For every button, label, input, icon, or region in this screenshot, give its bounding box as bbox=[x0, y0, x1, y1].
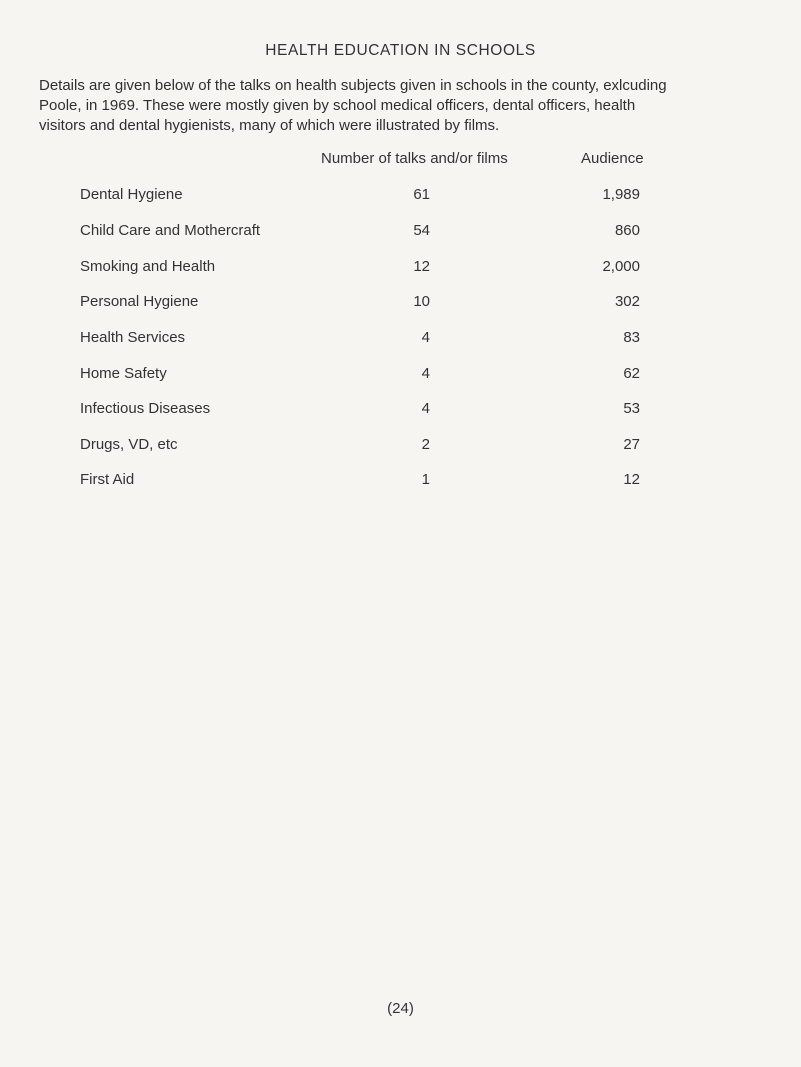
table-row bbox=[0, 329, 801, 349]
talks-cell: 54 bbox=[413, 222, 430, 239]
subject-cell: Health Services bbox=[80, 329, 186, 346]
audience-cell: 62 bbox=[623, 365, 640, 382]
subject-cell: Infectious Diseases bbox=[80, 400, 211, 417]
table-row bbox=[0, 258, 801, 278]
talks-cell: 4 bbox=[421, 400, 430, 417]
audience-cell: 860 bbox=[614, 222, 640, 239]
subject-cell: Personal Hygiene bbox=[80, 293, 199, 310]
audience-cell: 27 bbox=[623, 436, 640, 453]
table-row bbox=[0, 471, 801, 491]
column-header-audience: Audience bbox=[581, 150, 644, 167]
subject-cell: Child Care and Mothercraft bbox=[80, 222, 261, 239]
talks-cell: 4 bbox=[421, 329, 430, 346]
column-header-talks: Number of talks and/or films bbox=[321, 150, 508, 167]
audience-cell: 302 bbox=[614, 293, 640, 310]
table-row bbox=[0, 222, 801, 242]
intro-line: Details are given below of the talks on health subjects given in schools in the county, exlcuding bbox=[39, 77, 667, 94]
intro-paragraph bbox=[39, 76, 769, 136]
subject-cell: Dental Hygiene bbox=[80, 186, 183, 203]
page-number: (24) bbox=[387, 1000, 414, 1017]
audience-cell: 12 bbox=[623, 471, 640, 488]
intro-line: Poole, in 1969. These were mostly given by school medical officers, dental officers, health bbox=[39, 97, 636, 114]
table-row bbox=[0, 293, 801, 313]
subject-cell: First Aid bbox=[80, 471, 135, 488]
talks-cell: 1 bbox=[421, 471, 430, 488]
page-title: HEALTH EDUCATION IN SCHOOLS bbox=[265, 42, 536, 59]
subject-cell: Home Safety bbox=[80, 365, 167, 382]
table-row bbox=[0, 365, 801, 385]
intro-line: visitors and dental hygienists, many of which were illustrated by films. bbox=[39, 117, 500, 134]
table-row bbox=[0, 400, 801, 420]
audience-cell: 53 bbox=[623, 400, 640, 417]
subject-cell: Smoking and Health bbox=[80, 258, 216, 275]
talks-cell: 2 bbox=[421, 436, 430, 453]
audience-cell: 2,000 bbox=[602, 258, 640, 275]
talks-cell: 61 bbox=[413, 186, 430, 203]
audience-cell: 1,989 bbox=[602, 186, 640, 203]
table-row bbox=[0, 436, 801, 456]
table-row bbox=[0, 186, 801, 206]
talks-cell: 4 bbox=[421, 365, 430, 382]
subject-cell: Drugs, VD, etc bbox=[80, 436, 178, 453]
audience-cell: 83 bbox=[623, 329, 640, 346]
talks-cell: 10 bbox=[413, 293, 430, 310]
talks-cell: 12 bbox=[413, 258, 430, 275]
